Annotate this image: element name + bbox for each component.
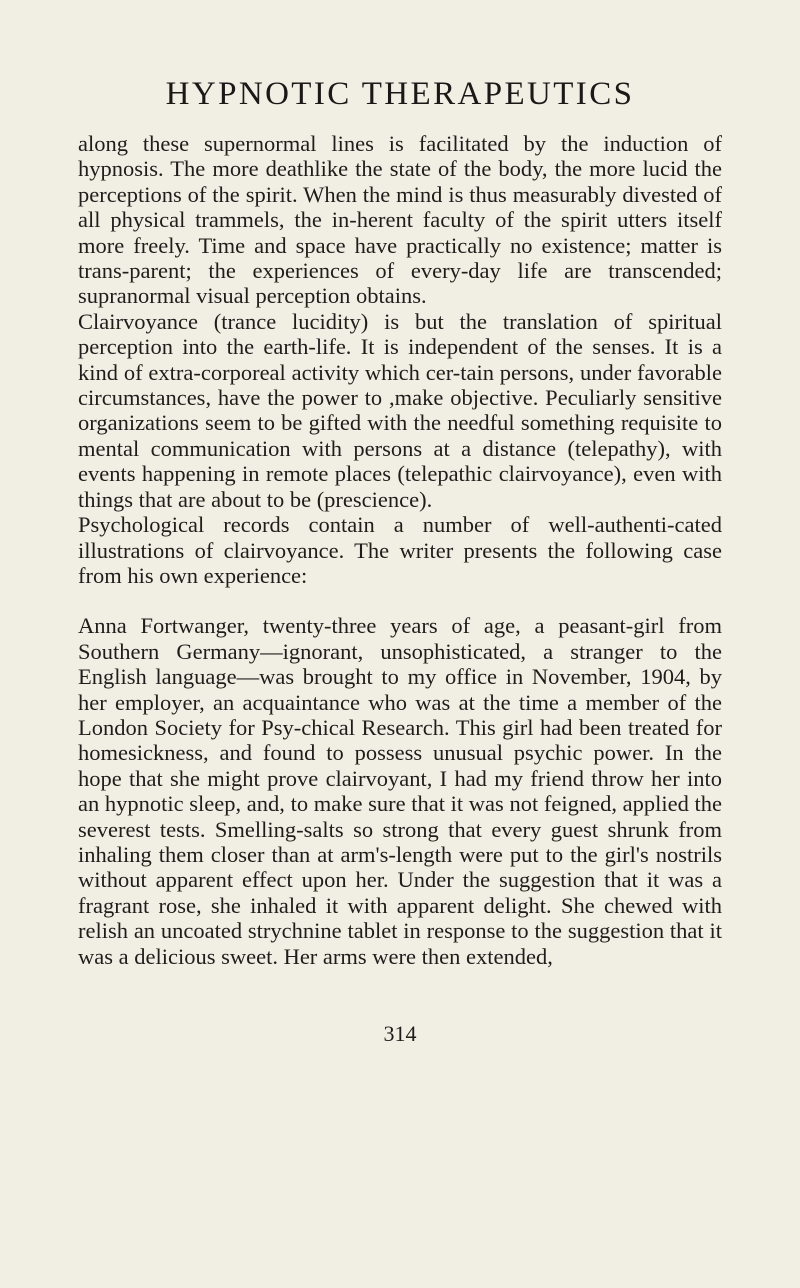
body-text bbox=[78, 131, 722, 969]
paragraph-1: along these supernormal lines is facilitated by the induction of hypnosis. The more deathlike the state of the body, the more lucid the perceptions of the spirit. When the mind is thus measurably divested of all physical trammels, the in-herent faculty of the spirit utters itself more freely. Time and space have practically no existence; matter is trans-parent; the experiences of every-day life are transcended; supranormal visual perception obtains. bbox=[78, 131, 722, 309]
page-number: 314 bbox=[383, 1021, 417, 1046]
paragraph-3: Psychological records contain a number of well-authenti-cated illustrations of clairvoyance. The writer presents the following case from his own experience: bbox=[78, 512, 722, 588]
running-title: HYPNOTIC THERAPEUTICS bbox=[165, 76, 635, 112]
paragraph-2: Clairvoyance (trance lucidity) is but the translation of spiritual perception into the earth-life. It is independent of the senses. It is a kind of extra-corporeal activity which cer-tain persons, under favorable circumstances, have the power to ,make objective. Peculiarly sensitive organizations seem to be gifted with the needful something requisite to mental communication with persons at a distance (telepathy), with events happening in remote places (telepathic clairvoyance), even with things that are about to be (prescience). bbox=[78, 308, 722, 512]
paragraph-4: Anna Fortwanger, twenty-three years of age, a peasant-girl from Southern Germany—ignorant, unsophisticated, a stranger to the English language—was brought to my office in November, 1904, by her employer, an acquaintance who was at the time a member of the London Society for Psy-chical Research. This girl had been treated for homesickness, and found to possess unusual psychic power. In the hope that she might prove clairvoyant, I had my friend throw her into an hypnotic sleep, and, to make sure that it was not feigned, applied the severest tests. Smelling-salts so strong that every guest shrunk from inhaling them closer than at arm's-length were put to the girl's nostrils without apparent effect upon her. Under the suggestion that it was a fragrant rose, she inhaled it with apparent delight. She chewed with relish an uncoated strychnine tablet in response to the suggestion that it was a delicious sweet. Her arms were then extended, bbox=[78, 613, 722, 969]
